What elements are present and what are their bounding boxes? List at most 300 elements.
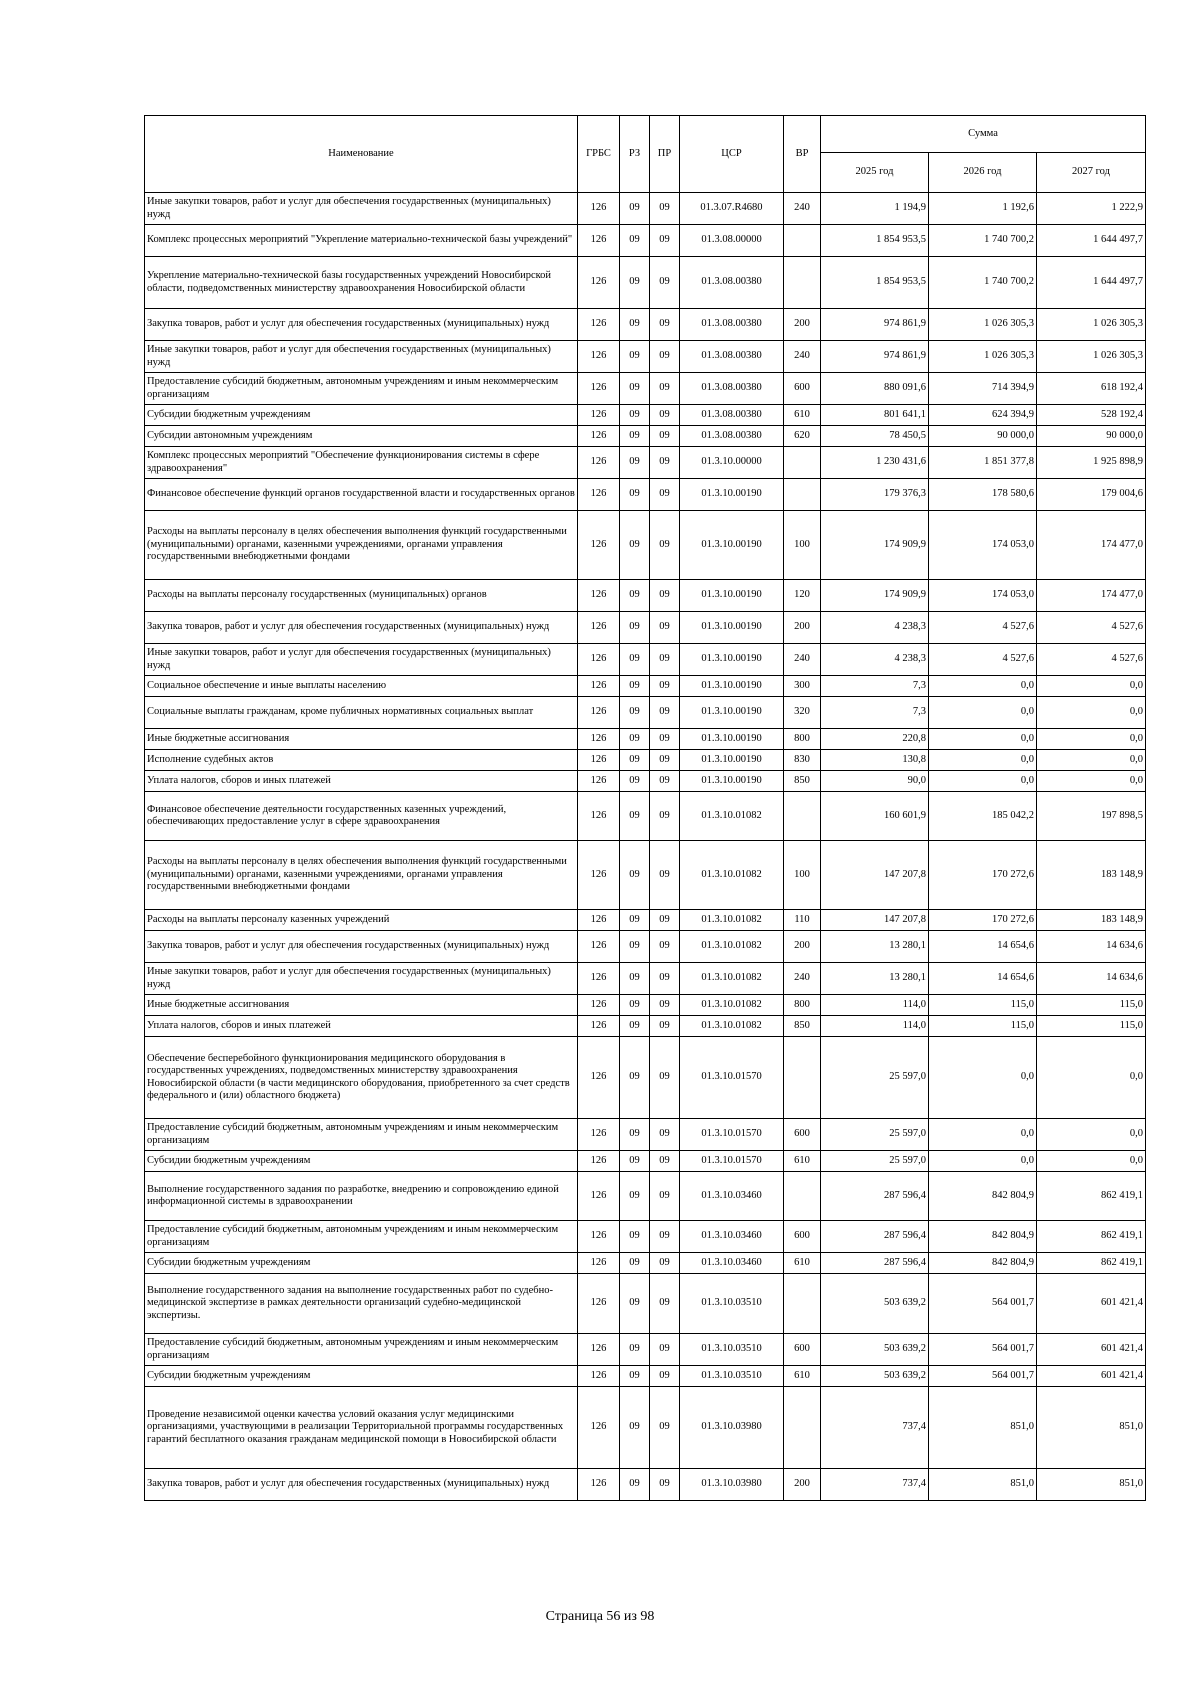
row-amount-2026: 851,0: [929, 1469, 1037, 1501]
row-amount-2027: 601 421,4: [1037, 1274, 1146, 1334]
table-row: [145, 580, 1146, 612]
row-amount-2025: 974 861,9: [821, 309, 929, 341]
row-pr: 09: [650, 373, 680, 405]
row-name: Субсидии бюджетным учреждениям: [145, 405, 578, 426]
row-name: Укрепление материально-технической базы государственных учреждений Новосибирской области, подведомственных министерству здравоохранения Новосибирской области: [145, 257, 578, 309]
row-grbs: 126: [578, 1274, 620, 1334]
row-vr: [784, 1274, 821, 1334]
row-rz: 09: [620, 193, 650, 225]
row-csr: 01.3.10.03460: [680, 1172, 784, 1221]
row-name: Финансовое обеспечение деятельности государственных казенных учреждений, обеспечивающих предоставление услуг в сфере здравоохранения: [145, 792, 578, 841]
row-rz: 09: [620, 1469, 650, 1501]
row-amount-2027: 862 419,1: [1037, 1172, 1146, 1221]
row-rz: 09: [620, 697, 650, 729]
row-amount-2026: 170 272,6: [929, 910, 1037, 931]
row-rz: 09: [620, 405, 650, 426]
row-vr: 610: [784, 1253, 821, 1274]
row-amount-2025: 174 909,9: [821, 580, 929, 612]
row-name: Обеспечение бесперебойного функционирования медицинского оборудования в государственных учреждениях, подведомственных министерству здравоохранения Новосибирской области (в части медицинского оборудования, приобретенного за счет средств федерального и (или) областного бюджета): [145, 1037, 578, 1119]
row-amount-2026: 115,0: [929, 995, 1037, 1016]
row-name: Субсидии бюджетным учреждениям: [145, 1253, 578, 1274]
row-grbs: 126: [578, 373, 620, 405]
row-rz: 09: [620, 1119, 650, 1151]
row-amount-2027: 1 644 497,7: [1037, 225, 1146, 257]
row-name: Предоставление субсидий бюджетным, автономным учреждениям и иным некоммерческим организациям: [145, 373, 578, 405]
row-csr: 01.3.10.01082: [680, 792, 784, 841]
row-pr: 09: [650, 1151, 680, 1172]
row-rz: 09: [620, 1334, 650, 1366]
row-name: Расходы на выплаты персоналу в целях обеспечения выполнения функций государственными (муниципальными) органами, казенными учреждениями, органами управления государственными внебюджетными фондами: [145, 841, 578, 910]
table-row: [145, 750, 1146, 771]
row-csr: 01.3.10.00190: [680, 771, 784, 792]
row-name: Финансовое обеспечение функций органов государственной власти и государственных органов: [145, 479, 578, 511]
row-amount-2027: 0,0: [1037, 1037, 1146, 1119]
row-grbs: 126: [578, 309, 620, 341]
row-rz: 09: [620, 1151, 650, 1172]
row-amount-2025: 4 238,3: [821, 612, 929, 644]
row-pr: 09: [650, 995, 680, 1016]
row-vr: 100: [784, 841, 821, 910]
row-amount-2027: 197 898,5: [1037, 792, 1146, 841]
row-amount-2026: 14 654,6: [929, 931, 1037, 963]
row-csr: 01.3.10.00190: [680, 479, 784, 511]
row-rz: 09: [620, 644, 650, 676]
row-vr: 100: [784, 511, 821, 580]
header-sum: Сумма: [821, 116, 1146, 153]
row-amount-2026: 1 851 377,8: [929, 447, 1037, 479]
row-amount-2026: 1 192,6: [929, 193, 1037, 225]
row-csr: 01.3.10.00190: [680, 612, 784, 644]
table-row: [145, 910, 1146, 931]
row-pr: 09: [650, 580, 680, 612]
row-amount-2026: 90 000,0: [929, 426, 1037, 447]
row-amount-2025: 130,8: [821, 750, 929, 771]
row-amount-2027: 0,0: [1037, 676, 1146, 697]
row-pr: 09: [650, 697, 680, 729]
row-vr: 200: [784, 1469, 821, 1501]
row-vr: 600: [784, 1119, 821, 1151]
row-rz: 09: [620, 1274, 650, 1334]
row-rz: 09: [620, 1037, 650, 1119]
row-rz: 09: [620, 1253, 650, 1274]
row-amount-2026: 564 001,7: [929, 1274, 1037, 1334]
row-csr: 01.3.08.00380: [680, 426, 784, 447]
row-amount-2026: 174 053,0: [929, 511, 1037, 580]
row-amount-2025: 7,3: [821, 697, 929, 729]
row-grbs: 126: [578, 931, 620, 963]
row-pr: 09: [650, 1469, 680, 1501]
row-name: Иные закупки товаров, работ и услуг для обеспечения государственных (муниципальных) нужд: [145, 193, 578, 225]
row-amount-2025: 220,8: [821, 729, 929, 750]
row-vr: [784, 792, 821, 841]
row-vr: 120: [784, 580, 821, 612]
row-grbs: 126: [578, 1469, 620, 1501]
row-rz: 09: [620, 426, 650, 447]
row-csr: 01.3.08.00000: [680, 225, 784, 257]
header-rz: РЗ: [620, 116, 650, 193]
row-name: Расходы на выплаты персоналу в целях обеспечения выполнения функций государственными (муниципальными) органами, казенными учреждениями, органами управления государственными внебюджетными фондами: [145, 511, 578, 580]
row-amount-2025: 25 597,0: [821, 1119, 929, 1151]
table-row: [145, 644, 1146, 676]
row-amount-2027: 115,0: [1037, 1016, 1146, 1037]
row-amount-2026: 115,0: [929, 1016, 1037, 1037]
row-amount-2025: 737,4: [821, 1469, 929, 1501]
row-amount-2026: 0,0: [929, 697, 1037, 729]
row-vr: 830: [784, 750, 821, 771]
row-amount-2027: 851,0: [1037, 1387, 1146, 1469]
row-pr: 09: [650, 910, 680, 931]
row-csr: 01.3.10.03510: [680, 1366, 784, 1387]
row-amount-2026: 842 804,9: [929, 1221, 1037, 1253]
row-vr: 800: [784, 995, 821, 1016]
row-csr: 01.3.10.03460: [680, 1221, 784, 1253]
row-amount-2027: 174 477,0: [1037, 511, 1146, 580]
row-grbs: 126: [578, 771, 620, 792]
row-amount-2026: 178 580,6: [929, 479, 1037, 511]
table-row: [145, 963, 1146, 995]
row-amount-2025: 1 854 953,5: [821, 225, 929, 257]
page-number: Страница 56 из 98: [545, 1609, 655, 1624]
row-pr: 09: [650, 1016, 680, 1037]
row-amount-2027: 14 634,6: [1037, 963, 1146, 995]
row-pr: 09: [650, 1037, 680, 1119]
table-row: [145, 676, 1146, 697]
row-csr: 01.3.10.01082: [680, 995, 784, 1016]
row-pr: 09: [650, 1172, 680, 1221]
row-amount-2026: 1 026 305,3: [929, 341, 1037, 373]
row-pr: 09: [650, 841, 680, 910]
table-row: [145, 1334, 1146, 1366]
row-amount-2027: 0,0: [1037, 771, 1146, 792]
row-csr: 01.3.08.00380: [680, 341, 784, 373]
row-pr: 09: [650, 963, 680, 995]
row-name: Социальные выплаты гражданам, кроме публичных нормативных социальных выплат: [145, 697, 578, 729]
row-amount-2027: 0,0: [1037, 1119, 1146, 1151]
row-grbs: 126: [578, 225, 620, 257]
row-amount-2026: 0,0: [929, 750, 1037, 771]
row-grbs: 126: [578, 910, 620, 931]
row-vr: [784, 447, 821, 479]
row-grbs: 126: [578, 1366, 620, 1387]
row-amount-2025: 880 091,6: [821, 373, 929, 405]
table-row: [145, 511, 1146, 580]
row-csr: 01.3.08.00380: [680, 257, 784, 309]
table-row: [145, 257, 1146, 309]
row-amount-2026: 4 527,6: [929, 612, 1037, 644]
row-rz: 09: [620, 910, 650, 931]
row-csr: 01.3.10.03510: [680, 1334, 784, 1366]
row-amount-2025: 7,3: [821, 676, 929, 697]
row-pr: 09: [650, 1334, 680, 1366]
row-pr: 09: [650, 792, 680, 841]
row-name: Субсидии автономным учреждениям: [145, 426, 578, 447]
row-amount-2027: 0,0: [1037, 750, 1146, 771]
row-pr: 09: [650, 1366, 680, 1387]
row-name: Субсидии бюджетным учреждениям: [145, 1366, 578, 1387]
header-pr: ПР: [650, 116, 680, 193]
row-rz: 09: [620, 479, 650, 511]
row-rz: 09: [620, 341, 650, 373]
table-row: [145, 341, 1146, 373]
row-amount-2025: 25 597,0: [821, 1037, 929, 1119]
row-pr: 09: [650, 309, 680, 341]
row-amount-2027: 618 192,4: [1037, 373, 1146, 405]
row-vr: [784, 479, 821, 511]
row-amount-2027: 0,0: [1037, 1151, 1146, 1172]
row-vr: 200: [784, 931, 821, 963]
row-pr: 09: [650, 479, 680, 511]
row-rz: 09: [620, 1016, 650, 1037]
row-grbs: 126: [578, 644, 620, 676]
row-rz: 09: [620, 995, 650, 1016]
row-amount-2027: 528 192,4: [1037, 405, 1146, 426]
row-grbs: 126: [578, 580, 620, 612]
row-amount-2025: 114,0: [821, 1016, 929, 1037]
row-vr: 240: [784, 341, 821, 373]
row-vr: 610: [784, 1366, 821, 1387]
row-csr: 01.3.10.01082: [680, 931, 784, 963]
row-grbs: 126: [578, 511, 620, 580]
row-csr: 01.3.10.01082: [680, 841, 784, 910]
row-vr: 600: [784, 1221, 821, 1253]
row-name: Уплата налогов, сборов и иных платежей: [145, 1016, 578, 1037]
row-name: Иные бюджетные ассигнования: [145, 729, 578, 750]
row-grbs: 126: [578, 697, 620, 729]
row-grbs: 126: [578, 479, 620, 511]
row-amount-2026: 564 001,7: [929, 1366, 1037, 1387]
row-rz: 09: [620, 1221, 650, 1253]
row-amount-2027: 1 222,9: [1037, 193, 1146, 225]
row-pr: 09: [650, 612, 680, 644]
row-amount-2025: 287 596,4: [821, 1172, 929, 1221]
row-name: Иные закупки товаров, работ и услуг для обеспечения государственных (муниципальных) нужд: [145, 644, 578, 676]
row-grbs: 126: [578, 426, 620, 447]
row-grbs: 126: [578, 405, 620, 426]
row-grbs: 126: [578, 193, 620, 225]
row-amount-2025: 25 597,0: [821, 1151, 929, 1172]
row-csr: 01.3.10.03460: [680, 1253, 784, 1274]
row-csr: 01.3.08.00380: [680, 405, 784, 426]
row-name: Закупка товаров, работ и услуг для обеспечения государственных (муниципальных) нужд: [145, 931, 578, 963]
row-grbs: 126: [578, 257, 620, 309]
row-rz: 09: [620, 1387, 650, 1469]
row-amount-2027: 1 644 497,7: [1037, 257, 1146, 309]
row-rz: 09: [620, 676, 650, 697]
table-row: [145, 841, 1146, 910]
row-vr: 240: [784, 193, 821, 225]
row-rz: 09: [620, 612, 650, 644]
row-name: Предоставление субсидий бюджетным, автономным учреждениям и иным некоммерческим организациям: [145, 1119, 578, 1151]
row-name: Уплата налогов, сборов и иных платежей: [145, 771, 578, 792]
row-grbs: 126: [578, 750, 620, 771]
row-rz: 09: [620, 931, 650, 963]
row-rz: 09: [620, 373, 650, 405]
row-amount-2025: 13 280,1: [821, 931, 929, 963]
row-csr: 01.3.07.R4680: [680, 193, 784, 225]
table-row: [145, 1469, 1146, 1501]
row-amount-2025: 503 639,2: [821, 1274, 929, 1334]
row-amount-2026: 0,0: [929, 1151, 1037, 1172]
row-pr: 09: [650, 644, 680, 676]
row-amount-2025: 147 207,8: [821, 910, 929, 931]
row-name: Выполнение государственного задания на выполнение государственных работ по судебно-медицинской экспертизе в рамках деятельности организаций судебно-медицинской экспертизы.: [145, 1274, 578, 1334]
row-name: Иные закупки товаров, работ и услуг для обеспечения государственных (муниципальных) нужд: [145, 963, 578, 995]
row-vr: [784, 1172, 821, 1221]
table-row: [145, 405, 1146, 426]
row-csr: 01.3.10.00190: [680, 697, 784, 729]
row-grbs: 126: [578, 676, 620, 697]
row-rz: 09: [620, 309, 650, 341]
row-amount-2026: 4 527,6: [929, 644, 1037, 676]
row-rz: 09: [620, 1366, 650, 1387]
row-vr: 850: [784, 771, 821, 792]
row-grbs: 126: [578, 1172, 620, 1221]
table-row: [145, 225, 1146, 257]
row-rz: 09: [620, 841, 650, 910]
row-name: Расходы на выплаты персоналу казенных учреждений: [145, 910, 578, 931]
row-name: Закупка товаров, работ и услуг для обеспечения государственных (муниципальных) нужд: [145, 612, 578, 644]
row-pr: 09: [650, 931, 680, 963]
header-year-2025: 2025 год: [821, 153, 929, 193]
row-amount-2027: 115,0: [1037, 995, 1146, 1016]
row-amount-2027: 4 527,6: [1037, 644, 1146, 676]
row-name: Закупка товаров, работ и услуг для обеспечения государственных (муниципальных) нужд: [145, 309, 578, 341]
row-rz: 09: [620, 792, 650, 841]
table-row: [145, 309, 1146, 341]
row-amount-2026: 0,0: [929, 771, 1037, 792]
row-rz: 09: [620, 750, 650, 771]
row-csr: 01.3.10.01570: [680, 1119, 784, 1151]
row-vr: 110: [784, 910, 821, 931]
row-pr: 09: [650, 193, 680, 225]
table-row: [145, 697, 1146, 729]
row-amount-2025: 1 854 953,5: [821, 257, 929, 309]
table-row: [145, 792, 1146, 841]
row-amount-2025: 1 230 431,6: [821, 447, 929, 479]
row-amount-2027: 4 527,6: [1037, 612, 1146, 644]
header-name: Наименование: [145, 116, 578, 193]
row-rz: 09: [620, 963, 650, 995]
row-pr: 09: [650, 1253, 680, 1274]
row-vr: [784, 225, 821, 257]
row-pr: 09: [650, 771, 680, 792]
budget-table: [144, 115, 1146, 1501]
row-grbs: 126: [578, 1253, 620, 1274]
row-csr: 01.3.10.01570: [680, 1151, 784, 1172]
row-pr: 09: [650, 405, 680, 426]
row-grbs: 126: [578, 612, 620, 644]
row-amount-2025: 287 596,4: [821, 1253, 929, 1274]
row-grbs: 126: [578, 1334, 620, 1366]
row-amount-2027: 851,0: [1037, 1469, 1146, 1501]
row-vr: 600: [784, 373, 821, 405]
row-grbs: 126: [578, 447, 620, 479]
row-name: Выполнение государственного задания по разработке, внедрению и сопровождению единой информационной системы в здравоохранении: [145, 1172, 578, 1221]
row-pr: 09: [650, 1274, 680, 1334]
row-amount-2027: 90 000,0: [1037, 426, 1146, 447]
row-grbs: 126: [578, 792, 620, 841]
row-grbs: 126: [578, 963, 620, 995]
row-pr: 09: [650, 341, 680, 373]
row-grbs: 126: [578, 1119, 620, 1151]
row-amount-2026: 1 740 700,2: [929, 225, 1037, 257]
row-vr: 620: [784, 426, 821, 447]
row-csr: 01.3.10.01082: [680, 963, 784, 995]
row-amount-2025: 160 601,9: [821, 792, 929, 841]
row-grbs: 126: [578, 995, 620, 1016]
row-amount-2026: 851,0: [929, 1387, 1037, 1469]
row-name: Комплекс процессных мероприятий "Обеспечение функционирования системы в сфере здравоохранения": [145, 447, 578, 479]
row-amount-2026: 14 654,6: [929, 963, 1037, 995]
row-csr: 01.3.10.03510: [680, 1274, 784, 1334]
row-amount-2027: 1 026 305,3: [1037, 341, 1146, 373]
row-amount-2027: 601 421,4: [1037, 1366, 1146, 1387]
row-grbs: 126: [578, 841, 620, 910]
row-name: Социальное обеспечение и иные выплаты населению: [145, 676, 578, 697]
row-name: Закупка товаров, работ и услуг для обеспечения государственных (муниципальных) нужд: [145, 1469, 578, 1501]
row-rz: 09: [620, 257, 650, 309]
row-amount-2026: 842 804,9: [929, 1172, 1037, 1221]
row-csr: 01.3.10.01082: [680, 910, 784, 931]
table-row: [145, 1366, 1146, 1387]
table-row: [145, 1253, 1146, 1274]
row-grbs: 126: [578, 1037, 620, 1119]
row-csr: 01.3.10.00190: [680, 644, 784, 676]
table-row: [145, 1037, 1146, 1119]
row-pr: 09: [650, 447, 680, 479]
row-csr: 01.3.10.01570: [680, 1037, 784, 1119]
row-amount-2026: 170 272,6: [929, 841, 1037, 910]
row-amount-2027: 174 477,0: [1037, 580, 1146, 612]
table-body: [145, 193, 1146, 1501]
row-name: Предоставление субсидий бюджетным, автономным учреждениям и иным некоммерческим организациям: [145, 1221, 578, 1253]
table-row: [145, 447, 1146, 479]
table-row: [145, 729, 1146, 750]
row-amount-2027: 0,0: [1037, 729, 1146, 750]
row-amount-2026: 0,0: [929, 1119, 1037, 1151]
row-name: Иные бюджетные ассигнования: [145, 995, 578, 1016]
row-amount-2026: 624 394,9: [929, 405, 1037, 426]
row-name: Проведение независимой оценки качества условий оказания услуг медицинскими организациями, участвующими в реализации Территориальной программы государственных гарантий бесплатного оказания гражданам медицинской помощи в Новосибирской области: [145, 1387, 578, 1469]
row-amount-2026: 714 394,9: [929, 373, 1037, 405]
row-amount-2027: 0,0: [1037, 697, 1146, 729]
row-name: Иные закупки товаров, работ и услуг для обеспечения государственных (муниципальных) нужд: [145, 341, 578, 373]
row-amount-2027: 862 419,1: [1037, 1221, 1146, 1253]
row-grbs: 126: [578, 341, 620, 373]
table-row: [145, 426, 1146, 447]
row-amount-2027: 183 148,9: [1037, 910, 1146, 931]
row-name: Комплекс процессных мероприятий "Укрепление материально-технической базы учреждений": [145, 225, 578, 257]
row-rz: 09: [620, 729, 650, 750]
header-year-2026: 2026 год: [929, 153, 1037, 193]
row-pr: 09: [650, 676, 680, 697]
row-amount-2025: 1 194,9: [821, 193, 929, 225]
table-row: [145, 1016, 1146, 1037]
row-amount-2027: 183 148,9: [1037, 841, 1146, 910]
row-amount-2025: 78 450,5: [821, 426, 929, 447]
header-vr: ВР: [784, 116, 821, 193]
row-grbs: 126: [578, 1387, 620, 1469]
row-csr: 01.3.10.00190: [680, 580, 784, 612]
row-grbs: 126: [578, 1016, 620, 1037]
row-csr: 01.3.10.03980: [680, 1387, 784, 1469]
row-pr: 09: [650, 511, 680, 580]
row-vr: [784, 1387, 821, 1469]
header-grbs: ГРБС: [578, 116, 620, 193]
row-pr: 09: [650, 750, 680, 771]
row-amount-2026: 1 740 700,2: [929, 257, 1037, 309]
row-amount-2025: 801 641,1: [821, 405, 929, 426]
